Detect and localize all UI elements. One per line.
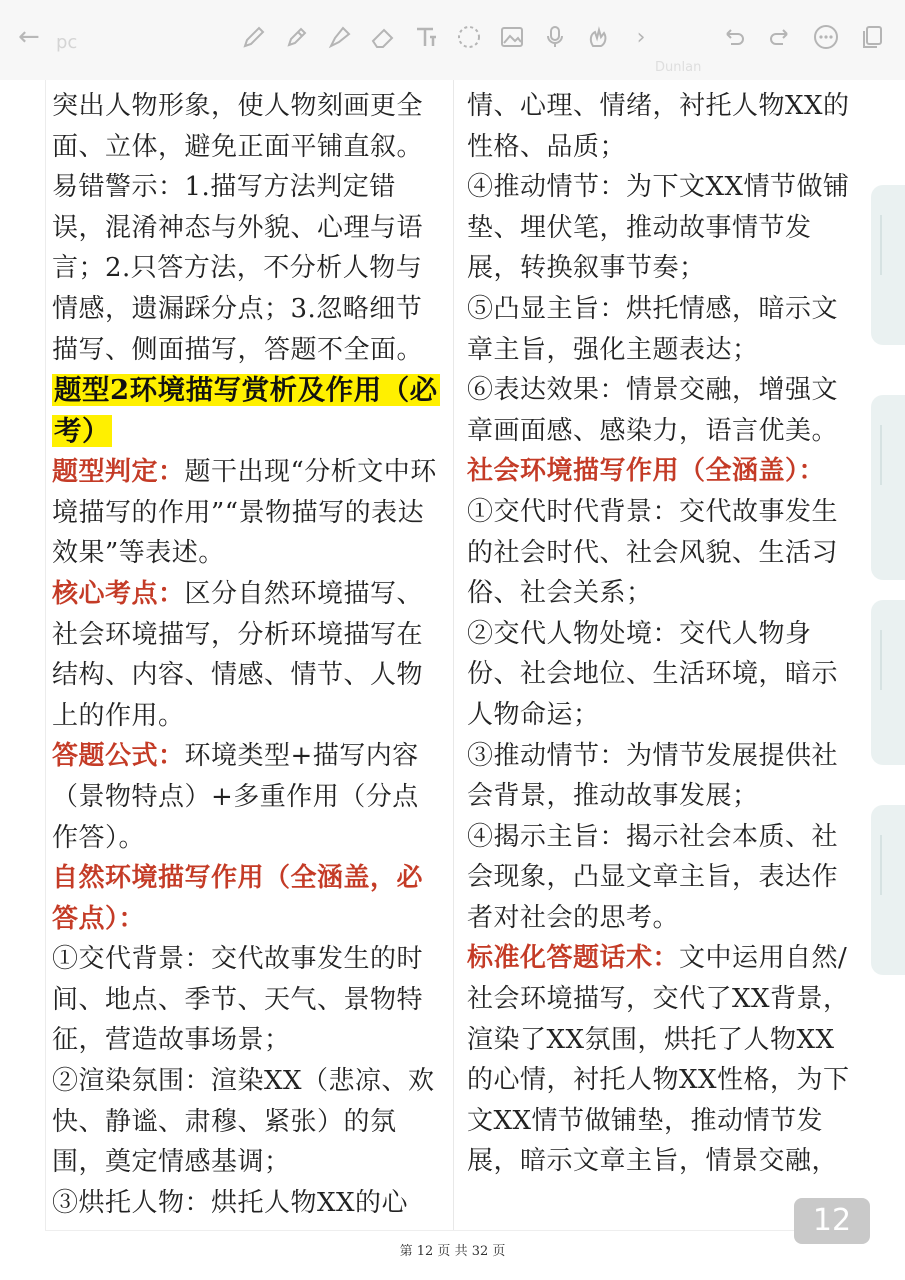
natural-item-1: ①交代背景：交代故事发生的时间、地点、季节、天气、景物特征，营造故事场景； <box>52 944 424 1056</box>
natural-item-3: ③烘托人物：烘托人物XX的心 <box>52 1187 409 1218</box>
paragraph-core <box>52 574 440 736</box>
marker-icon[interactable] <box>283 20 311 54</box>
pages-icon[interactable] <box>858 20 886 54</box>
mic-icon[interactable] <box>541 20 569 54</box>
side-tab-3[interactable] <box>871 600 905 765</box>
text-icon[interactable] <box>412 20 440 54</box>
page-title-ghost: pc <box>56 32 78 53</box>
social-item-1: ①交代时代背景：交代故事发生的社会时代、社会风貌、生活习俗、社会关系； <box>467 496 839 609</box>
right-column <box>467 86 855 1182</box>
tool-group <box>240 20 655 54</box>
section-heading <box>52 370 440 452</box>
natural-item-6: ⑥表达效果：情景交融，增强文章画面感、感染力，语言优美。 <box>467 375 839 446</box>
more-icon[interactable] <box>812 20 840 54</box>
paragraph-formula <box>52 736 440 858</box>
back-arrow-icon[interactable]: ← <box>18 22 40 52</box>
standard-text: 文中运用自然/社会环境描写，交代了XX背景，渲染了XX氛围，烘托了人物XX的心情，衬托人物XX性格，为下文XX情节做铺垫，推动情节发展，暗示文章主旨，情景交融， <box>467 943 850 1177</box>
heading-highlight: 题型2环境描写赏析及作用（必考） <box>54 374 438 448</box>
page-number-badge[interactable]: 12 <box>794 1198 870 1244</box>
natural-heading: 自然环境描写作用（全涵盖，必答点）： <box>52 863 424 934</box>
social-item-4: ④揭示主旨：揭示社会本质、社会现象，凸显文章主旨，表达作者对社会的思考。 <box>467 821 839 933</box>
natural-item-2: ②渲染氛围：渲染XX（悲凉、欢快、静谧、肃穆、紧张）的氛围，奠定情感基调； <box>52 1066 435 1178</box>
natural-item-5: ⑤凸显主旨：烘托情感，暗示文章主旨，强化主题表达； <box>467 293 839 365</box>
paragraph-standard <box>467 938 855 1182</box>
left-column <box>52 86 440 1223</box>
ghost-label: Dunlan <box>655 60 702 75</box>
pen-icon[interactable] <box>240 20 268 54</box>
redo-icon[interactable] <box>766 20 794 54</box>
social-item-2: ②交代人物处境：交代人物身份、社会地位、生活环境，暗示人物命运； <box>467 618 839 730</box>
page-bottom-edge <box>45 1230 845 1231</box>
side-tab-2[interactable] <box>871 395 905 580</box>
page-left-edge <box>45 80 46 1230</box>
natural-item-3-cont: 情、心理、情绪，衬托人物XX的性格、品质； <box>467 91 850 162</box>
eraser-icon[interactable] <box>369 20 397 54</box>
image-icon[interactable] <box>498 20 526 54</box>
social-heading: 社会环境描写作用（全涵盖）： <box>467 456 826 487</box>
standard-label: 标准化答题话术： <box>467 943 680 974</box>
page-footer: 第 12 页 共 32 页 <box>399 1244 506 1259</box>
core-text: 区分自然环境描写、社会环境描写，分析环境描写在结构、内容、情感、情节、人物上的作用。 <box>52 578 424 731</box>
judge-label: 题型判定： <box>52 457 185 488</box>
judge-text: 题干出现“分析文中环境描写的作用”“景物描写的表达效果”等表述。 <box>52 457 437 569</box>
app-toolbar <box>0 0 905 80</box>
highlighter-icon[interactable] <box>326 20 354 54</box>
right-tool-group <box>720 20 886 54</box>
gesture-icon[interactable] <box>584 20 612 54</box>
side-tab-4[interactable] <box>871 805 905 975</box>
lasso-icon[interactable] <box>455 20 483 54</box>
core-label: 核心考点： <box>52 578 185 609</box>
column-divider <box>453 80 454 1230</box>
paragraph-judge <box>52 452 440 574</box>
chevron-right-icon[interactable]: › <box>636 24 646 50</box>
undo-icon[interactable] <box>720 20 748 54</box>
social-item-3: ③推动情节：为情节发展提供社会背景，推动故事发展； <box>467 740 839 812</box>
formula-label: 答题公式： <box>52 741 185 772</box>
natural-item-4: ④推动情节：为下文XX情节做铺垫、埋伏笔，推动故事情节发展，转换叙事节奏； <box>467 172 850 284</box>
paragraph-intro: 突出人物形象，使人物刻画更全面、立体，避免正面平铺直叙。 <box>52 91 424 162</box>
paragraph-warning: 易错警示：1.描写方法判定错误，混淆神态与外貌、心理与语言；2.只答方法，不分析人物与情感，遗漏踩分点；3.忽略细节描写、侧面描写，答题不全面。 <box>52 172 424 365</box>
side-tab-1[interactable] <box>871 185 905 345</box>
formula-text: 环境类型+描写内容（景物特点）+多重作用（分点作答）。 <box>52 741 419 853</box>
